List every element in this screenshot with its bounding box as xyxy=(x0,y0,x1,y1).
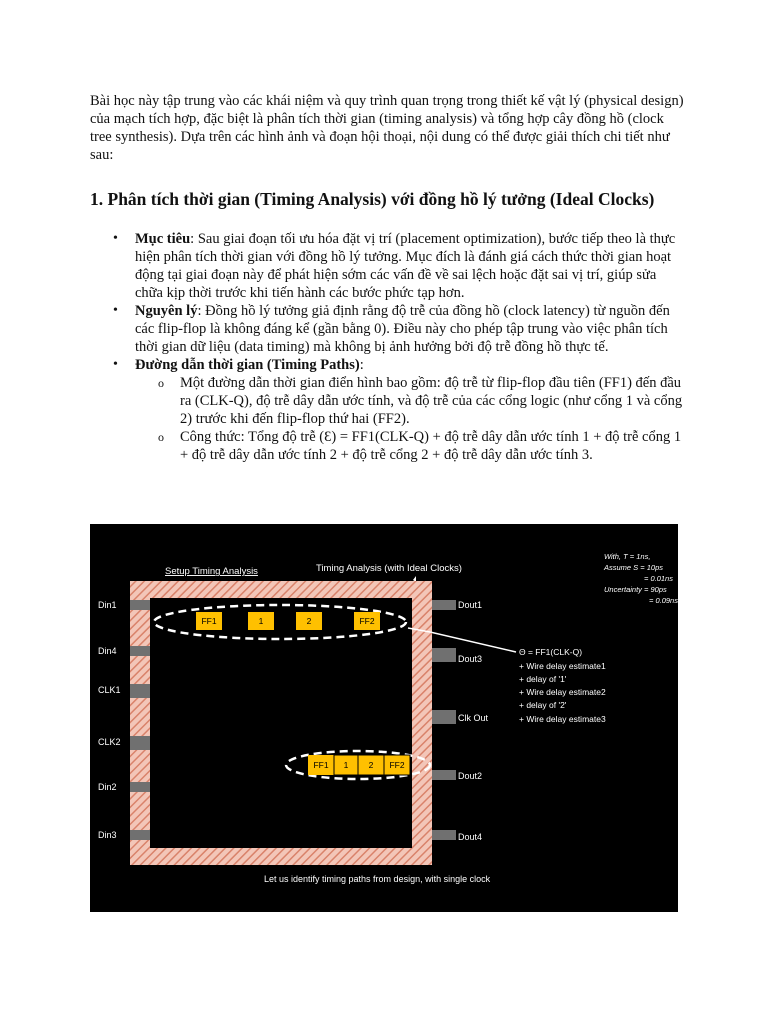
formula-line: + Wire delay estimate3 xyxy=(519,714,606,724)
timing-analysis-figure xyxy=(90,524,678,912)
param-line: With, T = 1ns, xyxy=(604,552,651,561)
section-heading: 1. Phân tích thời gian (Timing Analysis) với đồng hồ lý tưởng (Ideal Clocks) xyxy=(90,189,655,209)
setup-title: Setup Timing Analysis xyxy=(165,566,258,577)
pin-label: Din4 xyxy=(98,646,117,656)
pin-label: Din3 xyxy=(98,830,117,840)
pin-pad xyxy=(432,710,456,724)
param-line: Uncertainty = 90ps xyxy=(604,585,667,594)
main-title: Timing Analysis (with Ideal Clocks) xyxy=(316,563,462,574)
pin-pad xyxy=(432,648,456,662)
pin-pad xyxy=(432,830,456,840)
formula-line: + delay of '2' xyxy=(519,700,567,710)
figure-caption: Let us identify timing paths from design, with single clock xyxy=(264,874,491,884)
param-line: = 0.01ns xyxy=(644,574,673,583)
pin-label: Din1 xyxy=(98,600,117,610)
pin-pad xyxy=(130,782,150,792)
pin-label: Dout1 xyxy=(458,600,483,610)
pin-pad xyxy=(130,646,150,656)
pin-pad xyxy=(432,770,456,780)
pin-label: Dout3 xyxy=(458,654,483,664)
list-item xyxy=(135,356,686,464)
bullet-text: : Sau giai đoạn tối ưu hóa đặt vị trí (placement optimization), bước tiếp theo là thực hiện phân tích thời gian với đồng hồ lý tưởng. Mục đích là đánh giá cách thức thời gian hoạt động tại giai đoạn này để phát hiện sớm các vấn đề về sai lệch hoặc đặt sai vị trí, giúp sửa chữa kịp thời trước khi tiến hành các bước phức tạp hơn. xyxy=(135,231,676,301)
cell-label: 2 xyxy=(368,760,374,770)
document-body xyxy=(90,92,686,464)
cell-label: FF2 xyxy=(389,760,405,770)
pin-label: Clk Out xyxy=(458,713,489,723)
pin-label: Din2 xyxy=(98,782,117,792)
bullet-term: Đường dẫn thời gian (Timing Paths) xyxy=(135,357,360,373)
pin-pad xyxy=(130,600,150,610)
chip-core xyxy=(150,598,412,848)
bullet-text: : Đồng hồ lý tưởng giả định rằng độ trễ của đồng hồ (clock latency) từ nguồn đến các flip-flop là không đáng kể (gần bằng 0). Điều này cho phép tập trung vào việc phân tích thời gian dữ liệu (data timing) mà không bị ảnh hưởng bởi độ trễ đồng hồ thực tế. xyxy=(135,303,670,355)
pin-pad xyxy=(130,830,150,840)
pin-pad xyxy=(130,736,150,750)
cell-label: 1 xyxy=(258,616,264,626)
bullet-list xyxy=(90,230,686,464)
list-item xyxy=(135,302,686,356)
formula-line: Θ = FF1(CLK-Q) xyxy=(519,647,583,657)
cell-label: FF1 xyxy=(313,760,329,770)
formula-line: + Wire delay estimate1 xyxy=(519,661,606,671)
param-line: = 0.09ns xyxy=(649,596,678,605)
sub-list-item: o Công thức: Tổng độ trễ (Ɛ) = FF1(CLK-Q) + độ trễ dây dẫn ước tính 1 + độ trễ cổng 1 + độ trễ dây dẫn ước tính 2 + độ trễ cổng 2 + độ trễ dây dẫn ước tính 3. xyxy=(180,428,686,464)
pin-label: Dout4 xyxy=(458,832,483,842)
formula-block xyxy=(519,647,606,724)
pin-pad xyxy=(130,684,150,698)
pin-label: Dout2 xyxy=(458,771,483,781)
pin-label: CLK2 xyxy=(98,737,121,747)
pin-label: CLK1 xyxy=(98,685,121,695)
cell-label: FF2 xyxy=(359,616,375,626)
parameters-block xyxy=(603,552,678,605)
bullet-term: Mục tiêu xyxy=(135,231,191,247)
sub-list xyxy=(135,374,686,464)
pin-pad xyxy=(432,600,456,610)
cell-label: 2 xyxy=(306,616,312,626)
cell-label: FF1 xyxy=(201,616,217,626)
formula-line: + Wire delay estimate2 xyxy=(519,687,606,697)
list-item xyxy=(135,230,686,302)
sub-list-item: o Một đường dẫn thời gian điển hình bao gồm: độ trễ từ flip-flop đầu tiên (FF1) đến đầu ra (CLK-Q), độ trễ dây dẫn ước tính, và độ trễ của các cổng logic (như cổng 1 và cổng 2) trước khi đến flip-flop thứ hai (FF2). xyxy=(180,374,686,428)
intro-paragraph: Bài học này tập trung vào các khái niệm và quy trình quan trọng trong thiết kế vật lý (physical design) của mạch tích hợp, đặc biệt là phân tích thời gian (timing analysis) và tổng hợp cây đồng hồ (clock tree synthesis). Dựa trên các hình ảnh và đoạn hội thoại, nội dung có thể được giải thích chi tiết như sau: xyxy=(90,93,684,163)
right-pins xyxy=(432,600,489,842)
bullet-term: Nguyên lý xyxy=(135,303,198,319)
param-line: Assume S = 10ps xyxy=(604,563,663,572)
formula-line: + delay of '1' xyxy=(519,674,567,684)
cell-label: 1 xyxy=(343,760,349,770)
figure-canvas xyxy=(90,524,678,912)
bullet-text: : xyxy=(359,357,364,373)
